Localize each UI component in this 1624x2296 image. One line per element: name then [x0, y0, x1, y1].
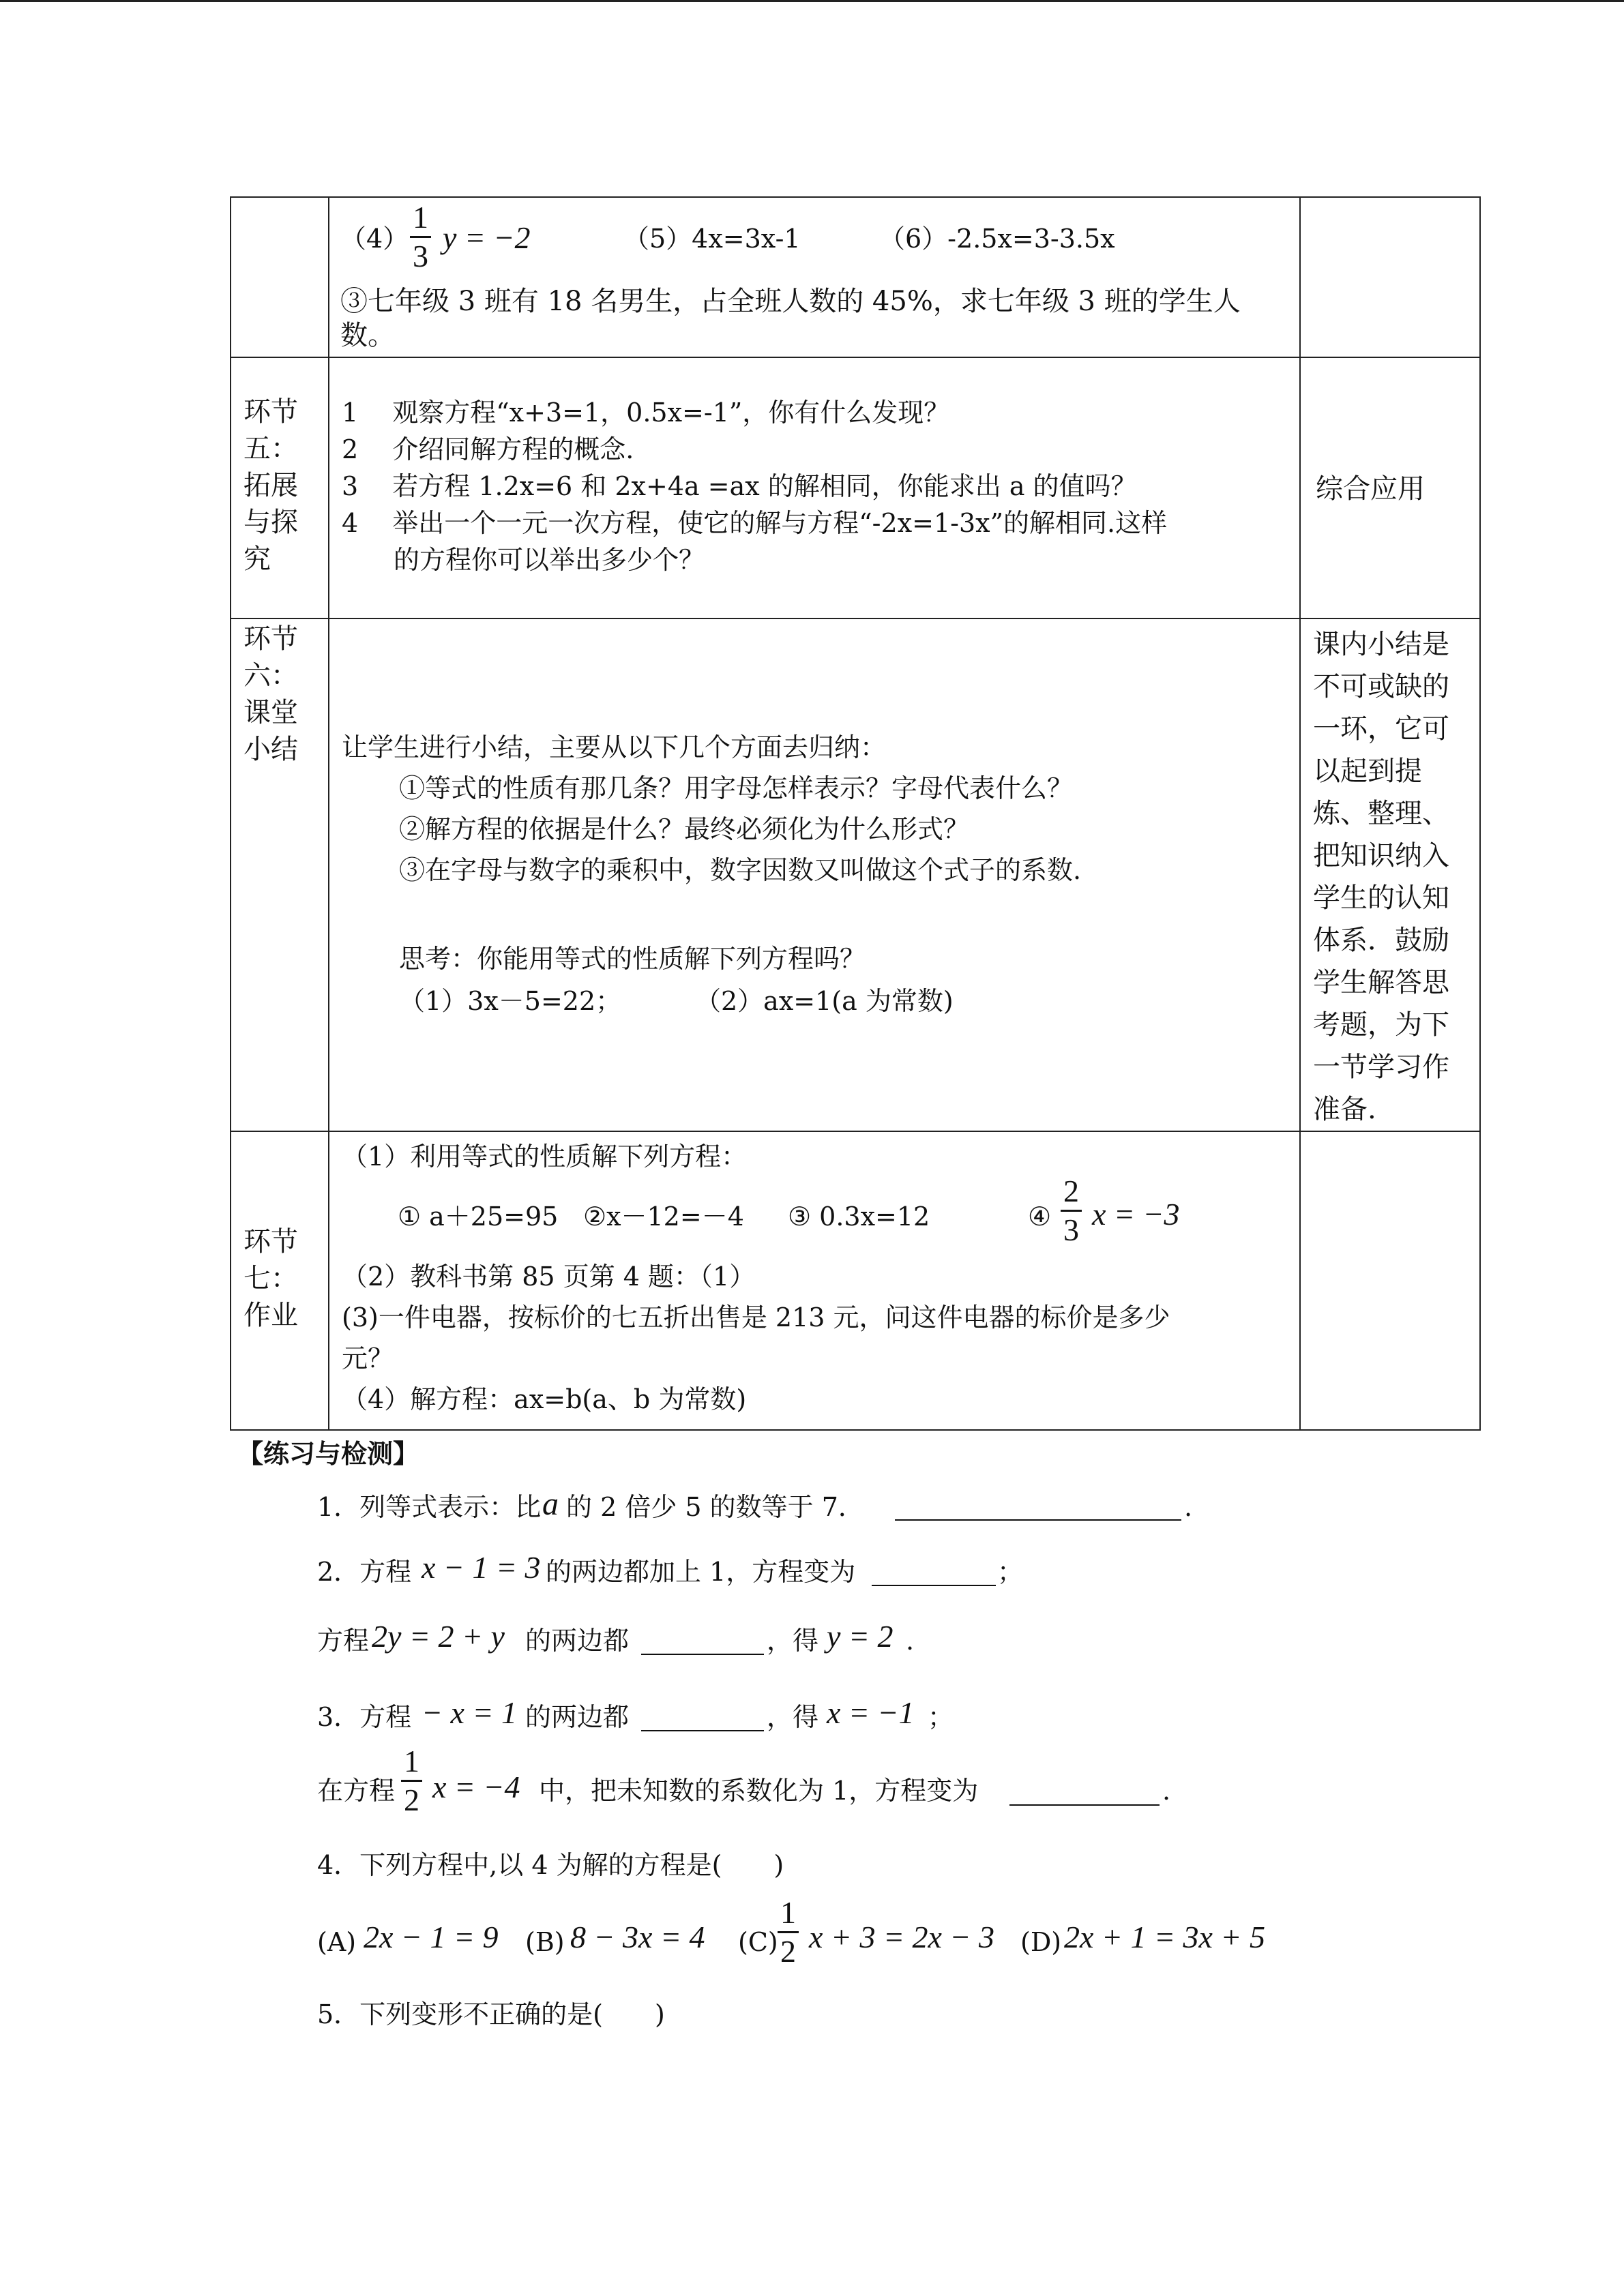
section7-label-2: 七： [243, 1263, 298, 1294]
summary-point-2: ②解方程的依据是什么？最终必须化为什么形式？ [399, 814, 970, 844]
q4-option-c-label: (C) [738, 1927, 778, 1957]
q3-rest: 的两边都 [525, 1702, 630, 1732]
q4-option-b-label: (B) [525, 1927, 565, 1957]
q3-end: ； [928, 1702, 954, 1732]
section6-note-2: 不可或缺的 [1313, 671, 1449, 702]
section6-note-8: 体系．鼓励 [1313, 925, 1449, 956]
q3b-answer-blank[interactable] [1009, 1804, 1160, 1806]
q1-text: 1．列等式表示：比 [317, 1492, 542, 1522]
section5-line-1: 1 观察方程“x+3=1，0.5x=-1”，你有什么发现？ [342, 398, 950, 428]
section6-note-5: 炼、整理、 [1313, 798, 1449, 829]
think-eq-1: （1）3x－5=22； [399, 986, 622, 1016]
q2b-rest: 的两边都 [525, 1626, 630, 1656]
section6-note-6: 把知识纳入 [1313, 840, 1449, 871]
fraction-two-thirds [1061, 1176, 1082, 1246]
q4-option-c[interactable]: x + 3 = 2x − 3 [809, 1920, 994, 1954]
section6-note-9: 学生解答思 [1313, 967, 1449, 998]
q2b-equation: 2y = 2 + y [372, 1619, 505, 1654]
table-row-section7 [230, 1131, 1481, 1431]
item6: （6）-2.5x=3-3.5x [879, 224, 1115, 254]
q4-option-d-label: (D) [1020, 1927, 1062, 1957]
q4-option-a[interactable]: 2x − 1 = 9 [364, 1920, 499, 1954]
q3-result: x = −1 [827, 1695, 915, 1730]
q2b-result: y = 2 [827, 1619, 894, 1654]
homework-eq-4: x = −3 [1092, 1197, 1180, 1232]
q4-option-a-label: (A) [317, 1927, 357, 1957]
section5-note: 综合应用 [1316, 473, 1425, 505]
homework-line-4: (3)一件电器，按标价的七五折出售是 213 元，问这件电器的标价是多少 [342, 1302, 1170, 1332]
homework-eq-1: ① a＋25=95 [398, 1202, 559, 1232]
note-cell [1299, 1132, 1479, 1429]
q2-answer-blank[interactable] [872, 1585, 996, 1586]
frac-numerator: 1 [780, 1895, 796, 1930]
section6-note-7: 学生的认知 [1313, 882, 1449, 914]
section6-note-3: 一环，它可 [1313, 713, 1449, 745]
frac-denominator: 2 [404, 1783, 419, 1817]
q1-var: a [542, 1486, 559, 1522]
q2b-answer-blank[interactable] [641, 1654, 764, 1655]
homework-line-3: （2）教科书第 85 页第 4 题：（1） [342, 1262, 756, 1292]
section6-note-1: 课内小结是 [1313, 629, 1449, 660]
section6-label-2: 六： [243, 660, 298, 691]
section-cell [231, 198, 329, 357]
section6-note-12: 准备. [1313, 1094, 1376, 1125]
frac-numerator: 1 [413, 200, 428, 235]
homework-eq-2: ②x－12=－4 [583, 1202, 744, 1232]
q2b-end: . [906, 1626, 915, 1656]
table-row-exercises [230, 196, 1481, 358]
frac-bar [410, 236, 431, 238]
summary-point-1: ①等式的性质有那几条？用字母怎样表示？字母代表什么？ [399, 773, 1074, 803]
item4-equation: y = −2 [443, 220, 531, 255]
section6-note-11: 一节学习作 [1313, 1052, 1449, 1083]
homework-line-6: （4）解方程：ax=b(a、b 为常数) [342, 1384, 747, 1414]
frac-bar [1061, 1210, 1082, 1212]
summary-point-3: ③在字母与数字的乘积中，数字因数又叫做这个式子的系数. [399, 855, 1082, 885]
q4-option-d[interactable]: 2x + 1 = 3x + 5 [1064, 1920, 1265, 1954]
q4-text: 4．下列方程中,以 4 为解的方程是( ) [317, 1850, 784, 1880]
section5-line-4: 4 举出一个一元一次方程，使它的解与方程“-2x=1-3x”的解相同.这样 [342, 508, 1168, 538]
section5-line-2: 2 介绍同解方程的概念. [342, 434, 634, 464]
item3-line1: ③七年级 3 班有 18 名男生，占全班人数的 45%，求七年级 3 班的学生人 [340, 286, 1241, 317]
frac-denominator: 3 [413, 239, 428, 273]
q3-text: 3．方程 [317, 1702, 412, 1732]
homework-eq-4-label: ④ [1028, 1202, 1052, 1232]
top-border [0, 0, 1624, 2]
q2-text: 2．方程 [317, 1557, 412, 1587]
fraction-one-third [410, 202, 431, 272]
section5-line-3: 3 若方程 1.2x=6 和 2x+4a =ax 的解相同，你能求出 a 的值吗？ [342, 471, 1137, 501]
section7-label-3: 作业 [243, 1300, 298, 1331]
section5-label-2: 五： [243, 433, 298, 464]
section6-label-1: 环节 [243, 623, 298, 655]
homework-eq-3: ③ 0.3x=12 [788, 1202, 930, 1232]
frac-numerator: 2 [1063, 1174, 1079, 1208]
item4-label: （4） [340, 224, 409, 254]
section5-label-1: 环节 [243, 396, 298, 428]
fraction-one-half [401, 1746, 422, 1816]
section-cell [231, 619, 329, 1131]
section-cell [231, 358, 329, 618]
q3b-equation: x = −4 [432, 1770, 520, 1804]
section7-label-1: 环节 [243, 1226, 298, 1257]
frac-bar [778, 1931, 799, 1933]
fraction-one-half [778, 1897, 799, 1967]
table-row-section5 [230, 357, 1481, 619]
q3-mid: ，得 [767, 1702, 819, 1732]
section6-note-4: 以起到提 [1313, 756, 1422, 787]
q3-equation: − x = 1 [422, 1695, 517, 1730]
q4-option-b[interactable]: 8 − 3x = 4 [570, 1920, 705, 1954]
frac-bar [401, 1780, 422, 1782]
frac-denominator: 2 [780, 1934, 796, 1969]
q2-rest: 的两边都加上 1，方程变为 [546, 1557, 856, 1587]
q1-rest: 的 2 倍少 5 的数等于 7． [566, 1492, 864, 1522]
frac-numerator: 1 [404, 1744, 419, 1778]
q3b-text: 在方程 [317, 1776, 396, 1806]
think-eq-2: （2）ax=1(a 为常数) [695, 986, 954, 1016]
note-cell [1299, 198, 1479, 357]
homework-line-5: 元？ [342, 1343, 394, 1373]
summary-intro: 让学生进行小结，主要从以下几个方面去归纳： [342, 732, 887, 762]
think-prompt: 思考：你能用等式的性质解下列方程吗？ [399, 944, 866, 974]
q2-equation: x − 1 = 3 [422, 1550, 541, 1585]
q1-answer-blank[interactable] [895, 1519, 1181, 1521]
q3-answer-blank[interactable] [641, 1730, 764, 1731]
note-cell [1299, 358, 1479, 618]
practice-heading: 【练习与检测】 [237, 1439, 419, 1469]
section5-label-3: 拓展 [243, 470, 298, 501]
q3b-rest: 中，把未知数的系数化为 1，方程变为 [539, 1776, 979, 1806]
section6-label-3: 课堂 [243, 697, 298, 728]
q5-text: 5．下列变形不正确的是( ) [317, 1999, 665, 2029]
frac-denominator: 3 [1063, 1212, 1079, 1247]
table-row-section6 [230, 618, 1481, 1132]
section6-note-10: 考题，为下 [1313, 1009, 1449, 1041]
q2b-mid: ，得 [767, 1626, 819, 1656]
section-cell [231, 1132, 329, 1429]
q2b-text: 方程 [317, 1626, 370, 1656]
homework-line-1: （1）利用等式的性质解下列方程： [342, 1142, 748, 1172]
item5: （5）4x=3x-1 [623, 224, 801, 254]
q3b-end: . [1162, 1776, 1171, 1806]
section6-label-4: 小结 [243, 734, 298, 765]
q1-end: . [1184, 1492, 1193, 1522]
section5-label-5: 究 [243, 543, 271, 575]
item3-line2: 数。 [340, 320, 395, 351]
q2-end: ； [997, 1557, 1024, 1587]
section5-label-4: 与探 [243, 507, 298, 538]
section5-line-5: 的方程你可以举出多少个？ [342, 545, 705, 575]
note-cell [1299, 619, 1479, 1131]
